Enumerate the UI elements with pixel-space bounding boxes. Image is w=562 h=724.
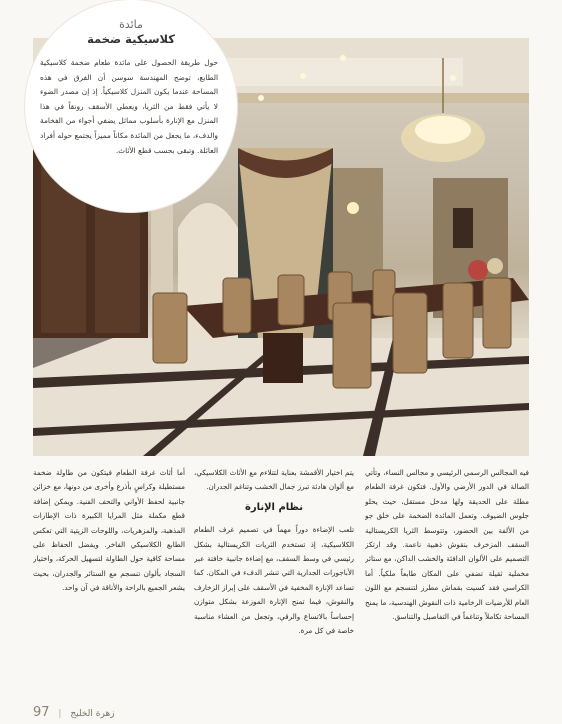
intro-paragraph: حول طريقة الحصول على مائدة طعام ضخمة كلاسيكية الطابع، توضح المهندسة سوسن أن الفرق في هذه المساحة عندما يكون المنزل كلاسيكياً. إذ إن مصدر الضوء لا يأتي فقط من الثريا، ويعطي الأسقف رونقاً في هذا المنزل مع الإنارة بأسلوب مماثل يضفي أجواء من الفخامة والدفء، ما يجعل من المائدة مكاناً مميزاً يجتمع حوله أفراد العائلة. وتبقى بحسب قطع الأثاث. bbox=[40, 58, 218, 155]
column-left-text: أما أثاث غرفة الطعام فيتكون من طاولة ضخمة مستطيلة وكراسٍ بأذرع وأخرى من دونها، مع خزائن جانبية لحفظ الأواني والتحف الفنية. ويمكن إضافة قطع مكملة مثل المرايا الكبيرة ذات الإطارات المذهبة، والمزهريات، واللوحات الزيتية التي تعكس الطابع الكلاسيكي الفاخر. ويفضل الحفاظ على مساحة كافية حول الطاولة لتسهيل الحركة، واختيار السجاد بألوان تنسجم مع الستائر والجدران، بحيث يشعر الجميع بالراحة والأناقة في آن واحد. bbox=[33, 468, 185, 593]
footer-separator: | bbox=[58, 709, 62, 719]
page-footer bbox=[33, 705, 115, 720]
column-right-text: فيه المجالس الرسمي الرئيسي و مجالس النساء، وتأتي الصالة في الدور الأرضي والأول. فتكون غرفة الطعام مطلة على الحديقة ولها مدخل مستقل، حيث يحلو جلوس الضيوف. وتعمل المائدة الضخمة على خلق جو من الألفة بين الحضور، وتتوسط الثريا الكريستالية السقف المزخرف بنقوش ذهبية ناعمة. وقد ارتكز التصميم على الألوان الدافئة والخشب الداكن، مع ستائر مخملية ثقيلة تضفي على المكان طابعاً ملكياً. أما الكراسي فقد كسيت بقماش مطرز لتنسجم مع اللون العام للأرضيات الرخامية ذات النقوش الهندسية، ما يمنح المساحة تكاملاً وتناغماً في التفاصيل والتناسق. bbox=[365, 468, 529, 622]
magazine-name: زهرة الخليج bbox=[70, 709, 115, 719]
section-kicker: مائدة bbox=[119, 18, 143, 31]
column-middle bbox=[194, 466, 354, 708]
column-right bbox=[365, 466, 529, 708]
column-left bbox=[33, 466, 185, 708]
page-number: 97 bbox=[33, 705, 50, 720]
column-middle-top-text: يتم اختيار الأقمشة بعناية لتتلاءم مع الأثاث الكلاسيكي، مع ألوان هادئة تبرز جمال الخشب وتناغم الجدران. bbox=[194, 468, 354, 492]
column-middle-body-text: تلعب الإضاءة دوراً مهماً في تصميم غرف الطعام الكلاسيكية، إذ تستخدم الثريات الكريستالية بشكل رئيسي في وسط السقف، مع إضاءة جانبية خافتة عبر الأباجورات الجدارية التي تنشر الدفء في المكان. كما تساعد الإنارة المخفية في الأسقف على إبراز الزخارف والنقوش، فيما تمنح الإنارة الموزعة بشكل متوازن إحساساً بالاتساع والرقي، وتجعل من العشاء مناسبة خاصة في كل مرة. bbox=[194, 525, 354, 636]
lighting-heading: نظام الإنارة bbox=[244, 501, 304, 513]
article-title: كلاسيكية ضخمة bbox=[87, 32, 175, 46]
